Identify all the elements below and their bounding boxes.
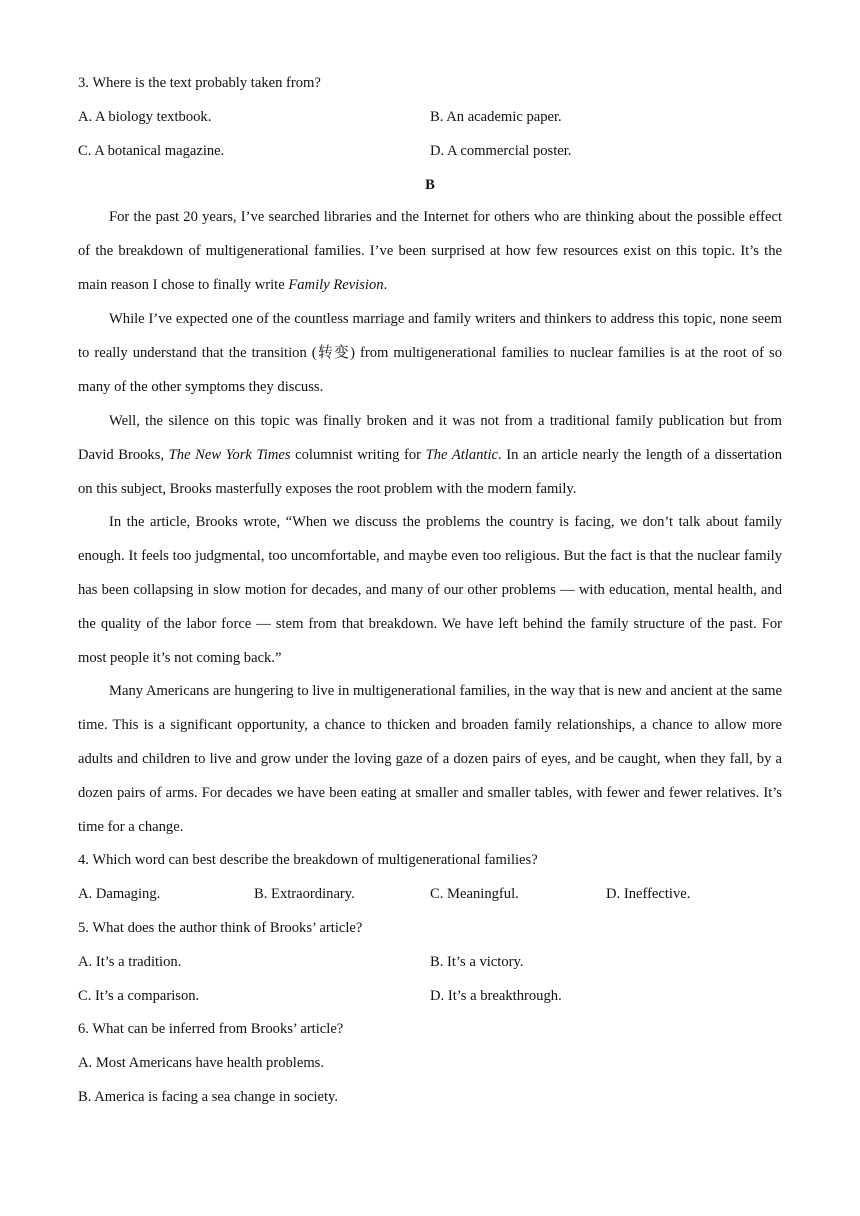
- q4-option-d: D. Ineffective.: [606, 886, 691, 902]
- q4-option-c: C. Meaningful.: [430, 886, 519, 902]
- q3-option-d: D. A commercial poster.: [430, 143, 572, 159]
- passage-paragraph-3: [78, 405, 782, 507]
- paragraph-1-text: For the past 20 years, I’ve searched libraries and the Internet for others who are thinking about the possible effect of the breakdown of multigenerational families. I’ve been surprised at how few resources exist on this topic. It’s the main reason I chose to finally write: [78, 209, 782, 293]
- passage-paragraph-2: While I’ve expected one of the countless marriage and family writers and thinkers to address this topic, none seem to really understand that the transition (转变) from multigenerational families to nuclear families is at the root of so many of the other symptoms they discuss.: [78, 311, 782, 395]
- paragraph-3-part-c: . In an article nearly the length of a dissertation on this subject, Brooks masterfully exposes the root problem with the modern family.: [78, 446, 782, 497]
- q5-option-a: A. It’s a tradition.: [78, 954, 182, 970]
- paragraph-3-part-a: Well, the silence on this topic was finally broken and it was not from a traditional family publication but from David Brooks,: [78, 413, 782, 463]
- publication-atlantic: The Atlantic: [425, 446, 499, 463]
- q3-option-a: A. A biology textbook.: [78, 109, 212, 125]
- q6-option-b: B. America is facing a sea change in society.: [78, 1089, 339, 1105]
- publication-nyt: The New York Times: [168, 446, 291, 463]
- q4-option-b: B. Extraordinary.: [254, 886, 355, 902]
- q5-option-b: B. It’s a victory.: [430, 954, 524, 970]
- book-title: Family Revision: [288, 276, 384, 293]
- q4-stem: 4. Which word can best describe the breakdown of multigenerational families?: [78, 852, 538, 868]
- paragraph-3-part-b: columnist writing for: [290, 446, 426, 463]
- paragraph-1-end: .: [383, 276, 388, 293]
- q3-option-c: C. A botanical magazine.: [78, 143, 225, 159]
- q5-option-c: C. It’s a comparison.: [78, 988, 200, 1004]
- q6-stem: 6. What can be inferred from Brooks’ article?: [78, 1021, 344, 1037]
- q3-option-b: B. An academic paper.: [430, 109, 562, 125]
- passage-paragraph-4: In the article, Brooks wrote, “When we discuss the problems the country is facing, we don’t talk about family enough. It feels too judgmental, too uncomfortable, and maybe even too religious. But the fact is that the nuclear family has been collapsing in slow motion for decades, and many of our other problems — with education, mental health, and the quality of the labor force — stem from that breakdown. We have left behind the family structure of the past. For most people it’s not coming back.”: [78, 514, 782, 666]
- q5-stem: 5. What does the author think of Brooks’ article?: [78, 920, 363, 936]
- q3-stem: 3. Where is the text probably taken from?: [78, 75, 321, 91]
- passage-paragraph-1: [78, 201, 782, 303]
- q6-option-a: A. Most Americans have health problems.: [78, 1055, 325, 1071]
- q4-option-a: A. Damaging.: [78, 886, 161, 902]
- section-heading: B: [425, 177, 435, 193]
- passage-paragraph-5: Many Americans are hungering to live in multigenerational families, in the way that is new and ancient at the same time. This is a significant opportunity, a chance to thicken and broaden family relationships, a chance to allow more adults and children to live and grow under the loving gaze of a dozen pairs of eyes, and be caught, when they fall, by a dozen pairs of arms. For decades we have been eating at smaller and smaller tables, with fewer and fewer relatives. It’s time for a change.: [78, 683, 782, 835]
- q5-option-d: D. It’s a breakthrough.: [430, 988, 562, 1004]
